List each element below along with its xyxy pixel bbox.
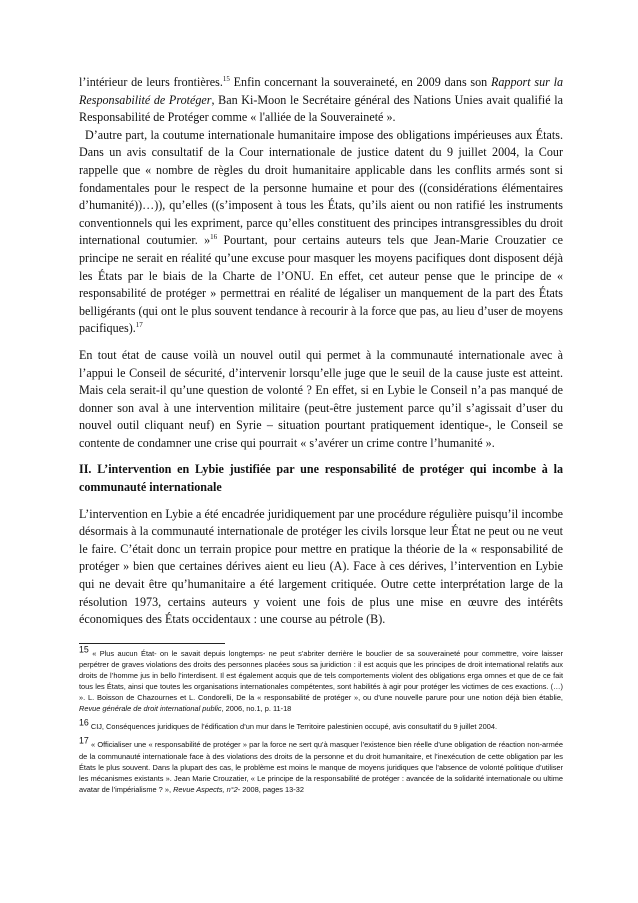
footnote-ref-17[interactable]: 17 (135, 321, 143, 330)
footnote-ref-15[interactable]: 15 (222, 74, 230, 83)
footnote-text: CIJ, Conséquences juridiques de l’édification d’un mur dans le Territoire palestinien occupé, avis consultatif du 9 juillet 2004. (88, 722, 498, 732)
paragraph-libya-intervention: L’intervention en Lybie a été encadrée juridiquement par une procédure régulière puisqu’il incombe désormais à la communauté internationale de protéger les civils lorsque leur État ne peut ou ne veut le faire. C’était donc un terrain propice pour mettre en pratique la théorie de la « responsabilité de protéger » bien que certaines dérives aient eu lieu (A). Face à ces dérives, l’intervention en Lybie qui ne devait être qu’humanitaire a été largement critiquée. Outre cette interprétation large de la résolution 1973, certains auteurs y voient une fois de plus une mise en œuvre des intérêts économiques des États occidentaux : une course au pétrole (B). (79, 506, 563, 627)
footnote-16 (79, 717, 563, 732)
text-run: D’autre part, la coutume internationale humanitaire impose des obligations impérieuses aux États. Dans un avis consultatif de la Cour internationale de justice datent du 9 juillet 2004, la Cour rappelle que « nombre de règles du droit humanitaire applicable dans les conflits armés sont si fondamentales pour le respect de la personne humaine et pour des ((considérations élémentaires d’humanité))…)), qu’elles ((s’imposent à tous les États, qu’ils aient ou non ratifié les instruments conventionnels qui les expriment, parce qu’elles constituent des principes intransgressibles du droit international coutumier. » (79, 127, 563, 248)
paragraph-gap (79, 452, 563, 461)
footnote-number: 16 (79, 717, 89, 728)
text-run: Enfin concernant la souveraineté, en 2009 dans son (229, 75, 491, 89)
footnote-text: « Plus aucun État- on le savait depuis longtemps- ne peut s’abriter derrière le bouclier de sa souveraineté pour commettre, voire laisser perpétrer de graves violations des droits des personnes placées sous sa juridiction : il est acquis que les principes de droit international relatifs aux droits de l’homme jus in bello l’interdisent. Il est également acquis que de tels comportements violent des obligations erga omnes et que de ce fait tous les États, ainsi que toutes les organisations internationales compétentes, sont habilités à agir pour protéger les victimes de ces exactions. (…) ». L. Boisson de Chazournes et L. Condorelli, De la « responsabilité de protéger », ou d’une nouvelle parure pour une notion déjà bien établie, (79, 648, 563, 703)
paragraph-sovereignty (79, 74, 563, 127)
paragraph-gap (79, 497, 563, 506)
paragraph-custom-law (79, 127, 563, 338)
footnote-15 (79, 644, 563, 715)
text-run: Pourtant, pour certains auteurs tels que Jean-Marie Crouzatier ce principe ne serait en réalité qu’une excuse pour masquer les moyens pacifiques dont disposent déjà les États par le biais de la Charte de l’ONU. En effet, cet auteur pense que le principe de « responsabilité de protéger » permettrai en réalité de légaliser un manquement de la part des États belligérants (qui ont le plus souvent tendance à recourir à la force que pas, au lieu d’user de moyens pacifiques). (79, 233, 563, 336)
footnote-number: 17 (79, 736, 89, 746)
text-run: , Ban Ki-Moon le Secrétaire général des Nations Unies avait qualifié la Responsabilité de Protéger comme « l'alliée de la Souveraineté ». (79, 92, 563, 125)
text-run: l’intérieur de leurs frontières. (79, 75, 223, 89)
footnote-text: , 2006, no.1, p. 11-18 (221, 704, 292, 714)
paragraph-gap (79, 338, 563, 347)
footnote-17 (79, 736, 563, 794)
footnote-text: « Officialiser une « responsabilité de protéger » par la force ne sert qu’à masquer l’existence bien réelle d’une obligation de réaction non-armée de la communauté internationale face à des violations des droits de la personne et du droit humanitaire, et l’inexécution de cette obligation par les États le plus souvent. Dans la plupart des cas, le problème est moins le manque de moyens juridiques que l’absence de volonté politique d’utiliser les mécanismes existants ». Jean Marie Crouzatier, « Le principe de la responsabilité de protéger : avancée de la solidarité internationale ou ultime avatar de l’impérialisme ? », (79, 740, 563, 794)
section-heading: II. L’intervention en Lybie justifiée par une responsabilité de protéger qui incombe à la communauté internationale (79, 462, 563, 495)
footnote-ref-16[interactable]: 16 (210, 233, 218, 242)
footnotes-section (79, 643, 563, 795)
report-title: Rapport sur la Responsabilité de Protéger (79, 75, 563, 107)
journal-title: Revue Aspects, n°2 (173, 784, 238, 794)
journal-title: Revue générale de droit international public (79, 704, 222, 714)
paragraph-new-tool: En tout état de cause voilà un nouvel outil qui permet à la communauté internationale avec à l’appui le Conseil de sécurité, d’intervenir lorsqu’elle juge que le seuil de la cause juste est atteint. Mais cela serait-il qu’une question de volonté ? En effet, si en Lybie le Conseil n’a pas manqué de donner son aval à une intervention militaire (peut-être justement parce qu’il s’agissait d’user du nouvel outil cliquant neuf) en Syrie – situation pourtant pratiquement identique-, le Conseil se contente de condamner une crise qui pourrait « s’avérer un crime contre l’humanité ». (79, 347, 563, 450)
footnote-text: - 2008, pages 13-32 (237, 784, 304, 794)
footnote-number: 15 (79, 644, 89, 655)
footnote-divider (79, 643, 225, 644)
document-page (79, 74, 563, 802)
